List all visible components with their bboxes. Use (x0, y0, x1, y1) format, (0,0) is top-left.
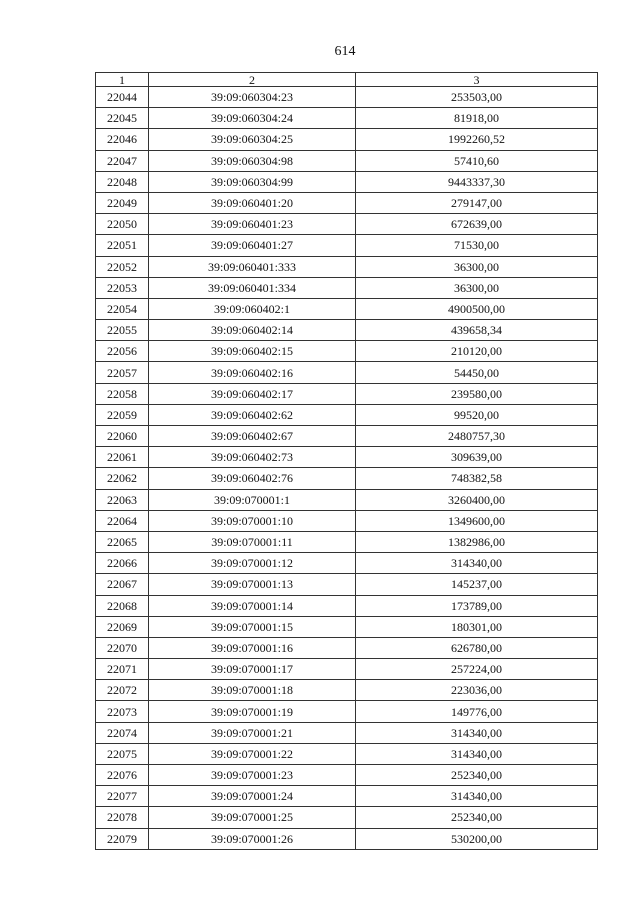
row-number-cell: 22047 (96, 150, 149, 171)
row-number-cell: 22075 (96, 743, 149, 764)
cadastral-id-cell: 39:09:060304:25 (149, 129, 356, 150)
table-row (96, 722, 598, 743)
cadastral-id-cell: 39:09:060402:1 (149, 298, 356, 319)
value-cell: 71530,00 (356, 235, 598, 256)
table-body (96, 87, 598, 850)
cadastral-id-cell: 39:09:060304:24 (149, 108, 356, 129)
row-number-cell: 22059 (96, 404, 149, 425)
table-header-row (96, 73, 598, 87)
value-cell: 173789,00 (356, 595, 598, 616)
table-row (96, 129, 598, 150)
row-number-cell: 22071 (96, 659, 149, 680)
value-cell: 145237,00 (356, 574, 598, 595)
table-row (96, 765, 598, 786)
table-row (96, 447, 598, 468)
table-row (96, 510, 598, 531)
value-cell: 252340,00 (356, 765, 598, 786)
cadastral-id-cell: 39:09:060402:15 (149, 341, 356, 362)
row-number-cell: 22046 (96, 129, 149, 150)
cadastral-id-cell: 39:09:060401:333 (149, 256, 356, 277)
table-row (96, 828, 598, 849)
table-row (96, 320, 598, 341)
row-number-cell: 22068 (96, 595, 149, 616)
table-row (96, 298, 598, 319)
table-row (96, 468, 598, 489)
value-cell: 4900500,00 (356, 298, 598, 319)
row-number-cell: 22044 (96, 87, 149, 108)
table-row (96, 362, 598, 383)
value-cell: 36300,00 (356, 256, 598, 277)
row-number-cell: 22065 (96, 531, 149, 552)
value-cell: 210120,00 (356, 341, 598, 362)
page-number: 614 (334, 44, 356, 59)
row-number-cell: 22063 (96, 489, 149, 510)
value-cell: 314340,00 (356, 553, 598, 574)
cadastral-id-cell: 39:09:070001:25 (149, 807, 356, 828)
table-row (96, 256, 598, 277)
value-cell: 57410,60 (356, 150, 598, 171)
row-number-cell: 22067 (96, 574, 149, 595)
cadastral-id-cell: 39:09:060402:17 (149, 383, 356, 404)
table-row (96, 87, 598, 108)
cadastral-id-cell: 39:09:060401:334 (149, 277, 356, 298)
value-cell: 2480757,30 (356, 426, 598, 447)
row-number-cell: 22053 (96, 277, 149, 298)
row-number-cell: 22074 (96, 722, 149, 743)
cadastral-id-cell: 39:09:060402:62 (149, 404, 356, 425)
row-number-cell: 22069 (96, 616, 149, 637)
table-row (96, 108, 598, 129)
cadastral-id-cell: 39:09:060402:16 (149, 362, 356, 383)
table-row (96, 595, 598, 616)
cadastral-id-cell: 39:09:070001:15 (149, 616, 356, 637)
table-row (96, 531, 598, 552)
cadastral-id-cell: 39:09:070001:16 (149, 637, 356, 658)
row-number-cell: 22066 (96, 553, 149, 574)
cadastral-id-cell: 39:09:060304:23 (149, 87, 356, 108)
table-row (96, 489, 598, 510)
row-number-cell: 22055 (96, 320, 149, 341)
value-cell: 314340,00 (356, 786, 598, 807)
value-cell: 1349600,00 (356, 510, 598, 531)
cadastral-id-cell: 39:09:070001:17 (149, 659, 356, 680)
table-row (96, 192, 598, 213)
row-number-cell: 22076 (96, 765, 149, 786)
value-cell: 314340,00 (356, 743, 598, 764)
value-cell: 257224,00 (356, 659, 598, 680)
table-row (96, 341, 598, 362)
value-cell: 252340,00 (356, 807, 598, 828)
row-number-cell: 22048 (96, 171, 149, 192)
cadastral-id-cell: 39:09:060402:76 (149, 468, 356, 489)
row-number-cell: 22061 (96, 447, 149, 468)
value-cell: 439658,34 (356, 320, 598, 341)
table-row (96, 171, 598, 192)
row-number-cell: 22051 (96, 235, 149, 256)
row-number-cell: 22054 (96, 298, 149, 319)
table-row (96, 553, 598, 574)
value-cell: 253503,00 (356, 87, 598, 108)
value-cell: 309639,00 (356, 447, 598, 468)
row-number-cell: 22078 (96, 807, 149, 828)
value-cell: 99520,00 (356, 404, 598, 425)
table-row (96, 150, 598, 171)
value-cell: 1382986,00 (356, 531, 598, 552)
row-number-cell: 22079 (96, 828, 149, 849)
cadastral-id-cell: 39:09:070001:21 (149, 722, 356, 743)
value-cell: 626780,00 (356, 637, 598, 658)
value-cell: 9443337,30 (356, 171, 598, 192)
value-cell: 180301,00 (356, 616, 598, 637)
row-number-cell: 22070 (96, 637, 149, 658)
row-number-cell: 22077 (96, 786, 149, 807)
row-number-cell: 22058 (96, 383, 149, 404)
table-row (96, 637, 598, 658)
value-cell: 672639,00 (356, 214, 598, 235)
row-number-cell: 22072 (96, 680, 149, 701)
value-cell: 279147,00 (356, 192, 598, 213)
value-cell: 314340,00 (356, 722, 598, 743)
cadastral-id-cell: 39:09:060402:73 (149, 447, 356, 468)
value-cell: 239580,00 (356, 383, 598, 404)
row-number-cell: 22045 (96, 108, 149, 129)
table-row (96, 786, 598, 807)
row-number-cell: 22057 (96, 362, 149, 383)
cadastral-id-cell: 39:09:070001:13 (149, 574, 356, 595)
table-row (96, 680, 598, 701)
value-cell: 36300,00 (356, 277, 598, 298)
row-number-cell: 22062 (96, 468, 149, 489)
table-row (96, 426, 598, 447)
column-header-value: 3 (356, 73, 598, 87)
cadastral-value-table (95, 72, 598, 850)
column-header-cadastral-id: 2 (149, 73, 356, 87)
row-number-cell: 22056 (96, 341, 149, 362)
cadastral-id-cell: 39:09:070001:12 (149, 553, 356, 574)
cadastral-id-cell: 39:09:060401:27 (149, 235, 356, 256)
value-cell: 223036,00 (356, 680, 598, 701)
table-row (96, 404, 598, 425)
row-number-cell: 22052 (96, 256, 149, 277)
cadastral-id-cell: 39:09:060402:14 (149, 320, 356, 341)
cadastral-id-cell: 39:09:070001:26 (149, 828, 356, 849)
table-row (96, 574, 598, 595)
value-cell: 81918,00 (356, 108, 598, 129)
table-row (96, 383, 598, 404)
row-number-cell: 22049 (96, 192, 149, 213)
value-cell: 54450,00 (356, 362, 598, 383)
column-header-number: 1 (96, 73, 149, 87)
value-cell: 530200,00 (356, 828, 598, 849)
value-cell: 748382,58 (356, 468, 598, 489)
table-row (96, 701, 598, 722)
row-number-cell: 22073 (96, 701, 149, 722)
cadastral-id-cell: 39:09:060401:20 (149, 192, 356, 213)
row-number-cell: 22060 (96, 426, 149, 447)
cadastral-id-cell: 39:09:060304:98 (149, 150, 356, 171)
table-row (96, 807, 598, 828)
cadastral-id-cell: 39:09:070001:1 (149, 489, 356, 510)
row-number-cell: 22050 (96, 214, 149, 235)
table-row (96, 235, 598, 256)
row-number-cell: 22064 (96, 510, 149, 531)
value-cell: 3260400,00 (356, 489, 598, 510)
cadastral-id-cell: 39:09:060304:99 (149, 171, 356, 192)
cadastral-id-cell: 39:09:070001:24 (149, 786, 356, 807)
table-row (96, 616, 598, 637)
table-row (96, 277, 598, 298)
cadastral-id-cell: 39:09:070001:22 (149, 743, 356, 764)
cadastral-id-cell: 39:09:070001:14 (149, 595, 356, 616)
cadastral-id-cell: 39:09:060401:23 (149, 214, 356, 235)
table-row (96, 743, 598, 764)
cadastral-id-cell: 39:09:070001:18 (149, 680, 356, 701)
cadastral-id-cell: 39:09:070001:19 (149, 701, 356, 722)
cadastral-id-cell: 39:09:070001:23 (149, 765, 356, 786)
value-cell: 1992260,52 (356, 129, 598, 150)
cadastral-id-cell: 39:09:070001:11 (149, 531, 356, 552)
cadastral-id-cell: 39:09:060402:67 (149, 426, 356, 447)
table-row (96, 214, 598, 235)
value-cell: 149776,00 (356, 701, 598, 722)
table-row (96, 659, 598, 680)
cadastral-id-cell: 39:09:070001:10 (149, 510, 356, 531)
